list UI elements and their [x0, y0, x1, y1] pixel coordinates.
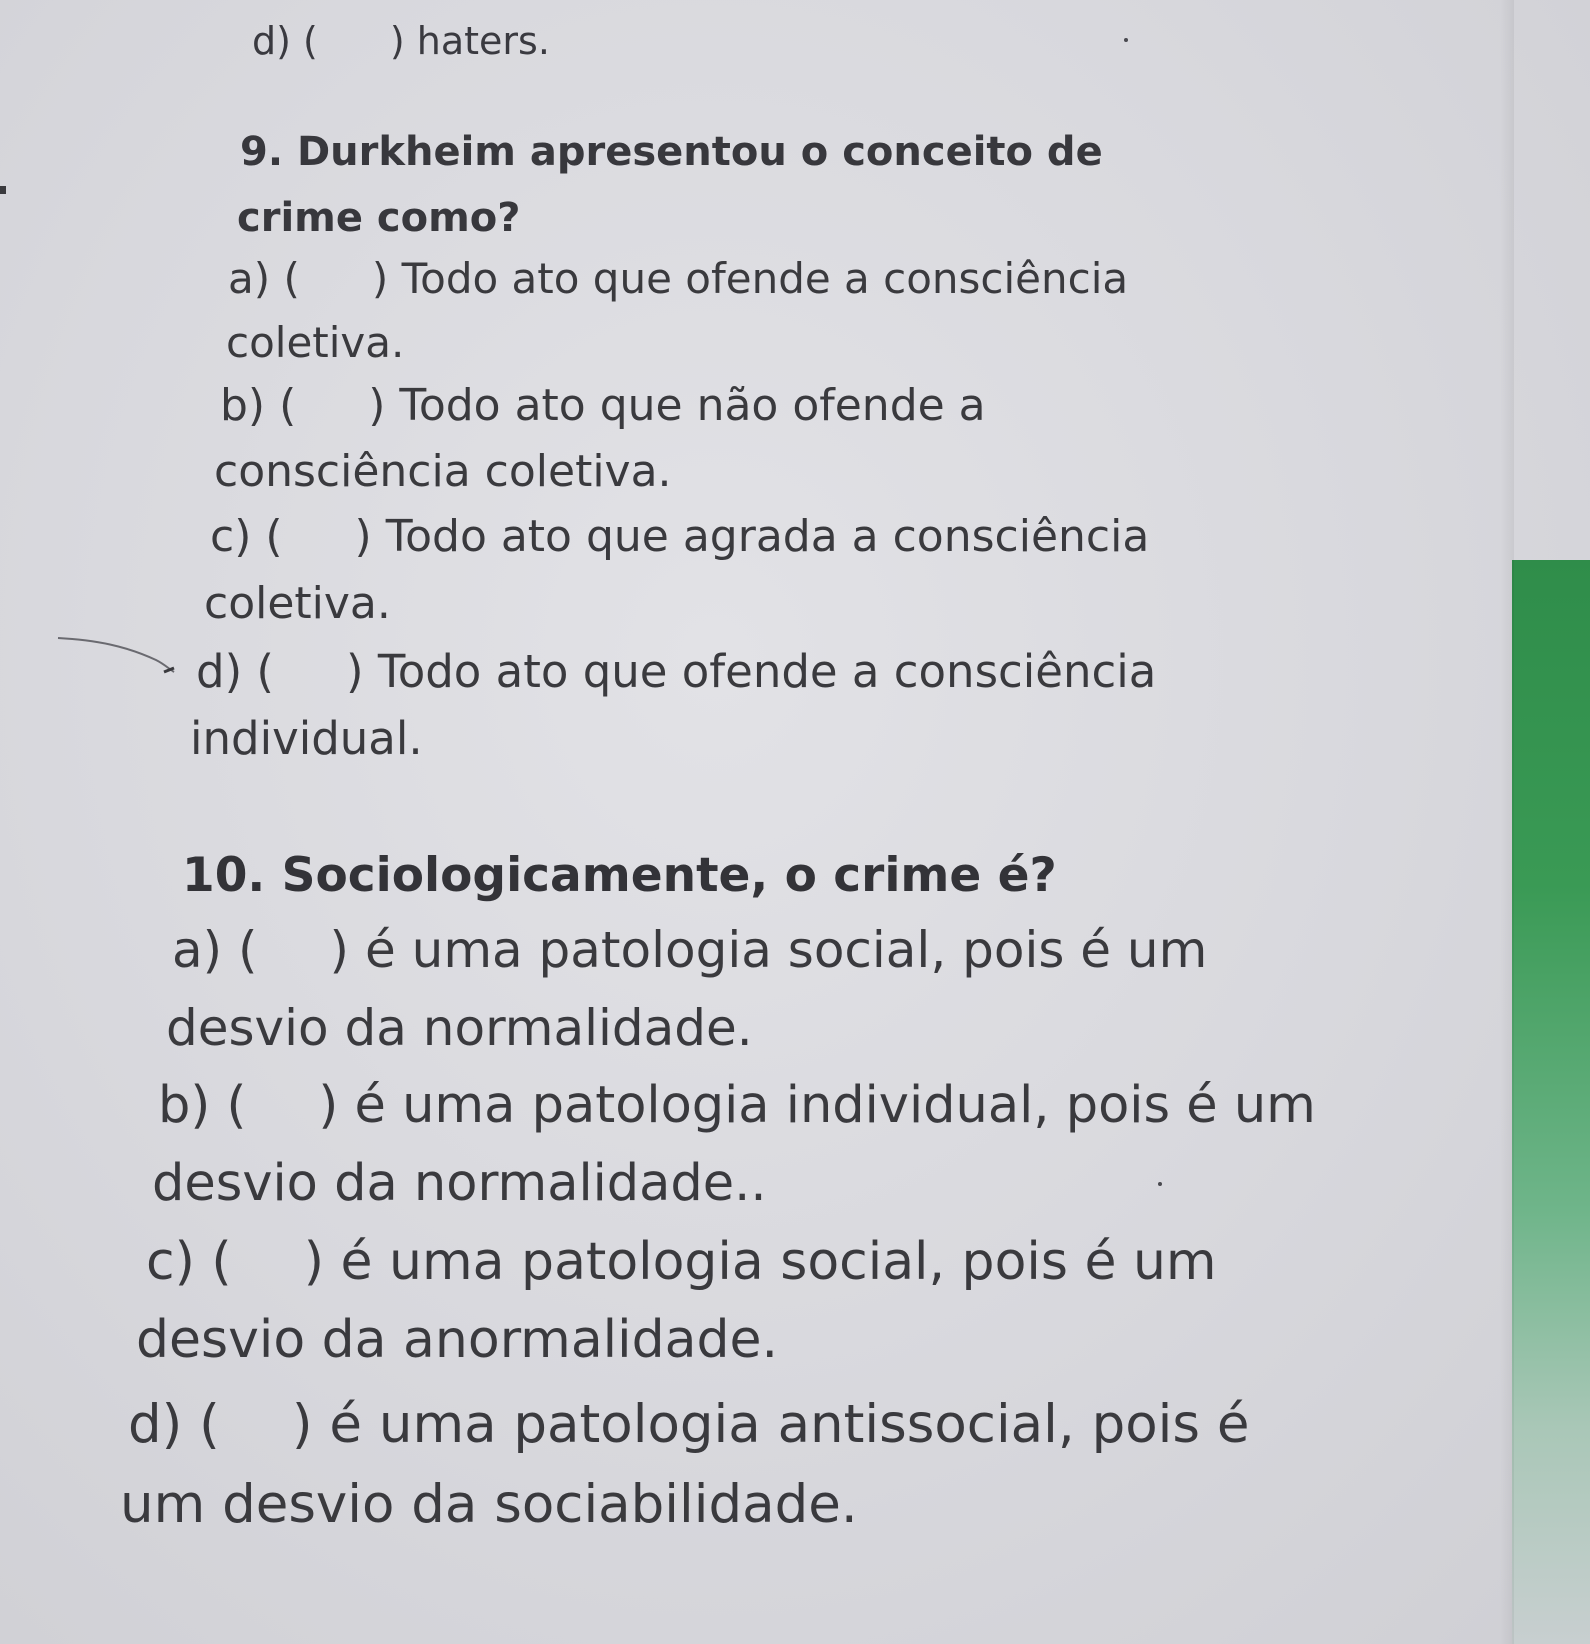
option-close-paren: )	[368, 380, 386, 431]
option-label: c) (	[146, 1232, 232, 1292]
option-close-paren: )	[354, 511, 372, 562]
option-close-paren: )	[371, 254, 389, 303]
q9-option-d-cont: individual.	[190, 712, 423, 765]
option-label: d) (	[128, 1394, 220, 1455]
option-close-paren: )	[345, 645, 364, 698]
option-close-paren: )	[291, 1394, 313, 1455]
q10-option-a-cont: desvio da normalidade.	[166, 999, 753, 1057]
q10-option-b-cont: desvio da normalidade..	[152, 1154, 767, 1213]
question-9-title-cont: crime como?	[237, 195, 521, 241]
green-background	[1512, 560, 1590, 1644]
option-text: é uma patologia individual, pois é um	[354, 1076, 1316, 1135]
question-10-title: 10. Sociologicamente, o crime é?	[182, 848, 1057, 903]
q10-option-a	[172, 921, 1208, 979]
q10-option-d	[128, 1394, 1250, 1455]
q10-option-d-cont: um desvio da sociabilidade.	[120, 1474, 858, 1535]
edge-mark	[0, 186, 6, 194]
q9-option-a	[228, 254, 1129, 303]
option-close-paren: )	[329, 921, 350, 979]
paper-edge-shadow	[1500, 0, 1514, 1644]
option-close-paren: )	[389, 19, 405, 63]
option-label: b) (	[220, 380, 297, 431]
option-label: d) (	[196, 645, 274, 698]
option-label: d) (	[252, 19, 318, 63]
option-text: Todo ato que não ofende a	[399, 380, 986, 431]
option-text: haters.	[416, 19, 550, 63]
q9-option-c	[210, 511, 1150, 562]
option-label: b) (	[158, 1076, 247, 1135]
q10-option-c	[146, 1232, 1217, 1292]
q10-option-b	[158, 1076, 1316, 1135]
pencil-stroke-mark	[56, 634, 182, 682]
option-text: é uma patologia social, pois é um	[340, 1232, 1217, 1292]
option-close-paren: )	[318, 1076, 339, 1135]
option-label: a) (	[228, 254, 300, 303]
option-text: é uma patologia antissocial, pois é	[329, 1394, 1250, 1455]
q9-option-b-cont: consciência coletiva.	[214, 446, 672, 497]
q9-option-a-cont: coletiva.	[226, 318, 405, 367]
option-text: Todo ato que ofende a consciência	[401, 254, 1129, 303]
q9-option-b	[220, 380, 986, 431]
option-label: a) (	[172, 921, 258, 979]
option-text: é uma patologia social, pois é um	[364, 921, 1208, 979]
option-label: c) (	[210, 511, 283, 562]
prev-option-d	[252, 19, 550, 63]
question-9-title: 9. Durkheim apresentou o conceito de	[240, 129, 1103, 175]
q9-option-d	[196, 645, 1157, 698]
option-text: Todo ato que agrada a consciência	[385, 511, 1150, 562]
ink-dot	[1124, 38, 1128, 42]
q10-option-c-cont: desvio da anormalidade.	[136, 1310, 778, 1370]
option-text: Todo ato que ofende a consciência	[377, 645, 1157, 698]
q9-option-c-cont: coletiva.	[204, 578, 391, 629]
option-close-paren: )	[303, 1232, 324, 1292]
ink-dot	[1158, 1182, 1162, 1186]
